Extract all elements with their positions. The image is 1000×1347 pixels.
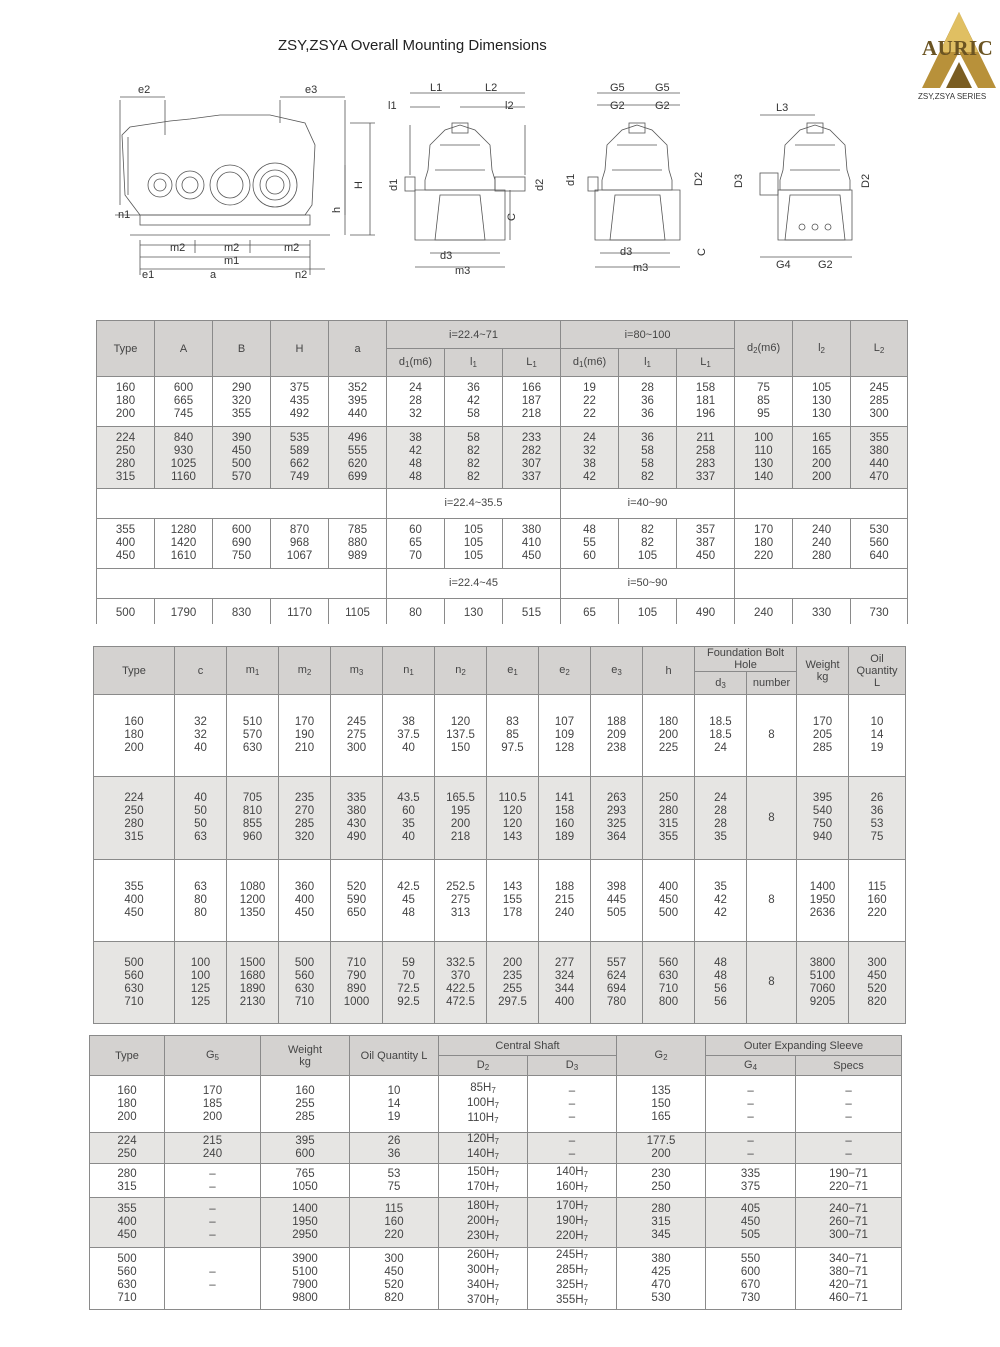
cell-m3: 245 275 300 [331,695,383,777]
cell-l1: 82 82 105 [619,519,677,569]
col-e3: $e_3$ [591,647,643,695]
table-row [94,942,906,1024]
cell-g2: 380 425 470 530 [617,1248,706,1310]
cell-type: 355 400 450 [97,519,155,569]
logo-text: AURIC [922,36,994,60]
col-l1-b: $l_1$ [619,349,677,377]
cell-d2: 75 85 95 [735,377,793,427]
cell-oil: 26 36 53 75 [849,777,906,860]
cell-type: 500 560 630 710 [90,1248,165,1310]
cell-L1: 211 258 283 337 [677,427,735,489]
label-m2a: m2 [170,242,186,254]
col-e2: $e_2$ [539,647,591,695]
cell-A: 1280 1420 1610 [155,519,213,569]
cell-type: 160 180 200 [90,1076,165,1133]
cell-d3: 24 28 28 35 [695,777,747,860]
cell-type: 224 250 280 315 [94,777,175,860]
cell-g5: – – – [165,1198,261,1248]
table1-ratio-row [97,489,908,519]
cell-d1: 19 22 22 [561,377,619,427]
col-g2: $G_2$ [617,1036,706,1076]
cell-A: 1790 [155,599,213,625]
page-title: ZSY,ZSYA Overall Mounting Dimensions [278,37,547,54]
cell-B: 290 320 355 [213,377,271,427]
cell-m3: 335 380 430 490 [331,777,383,860]
cell-e1: 83 85 97.5 [487,695,539,777]
cell-g5: – – [165,1164,261,1198]
cell-n1: 59 70 72.5 92.5 [383,942,435,1024]
cell-d2: 100 110 130 140 [735,427,793,489]
group-ratio-2: i=80~100 [561,321,735,349]
col-l2: $l_2$ [793,321,851,377]
label-m1: m1 [224,255,240,267]
cell-g4: – – [706,1133,796,1164]
label-G2b: G2 [655,100,670,112]
cell-H: 535 589 662 749 [271,427,329,489]
label-D2b: D2 [860,173,872,188]
cell-D2: $150H_7$ $170H_7$ [439,1164,528,1198]
col-g4: $G_4$ [706,1056,796,1076]
cell-d2: 170 180 220 [735,519,793,569]
cell-l1: 28 36 36 [619,377,677,427]
label-l1: l1 [388,100,397,112]
table-row [94,777,906,860]
cell-g5: – – [165,1248,261,1310]
cell-type: 224 250 280 315 [97,427,155,489]
cell-n2: 252.5 275 313 [435,860,487,942]
table-shaft-dimensions [89,1035,902,1310]
table-row [97,427,908,489]
cell-n1: 38 37.5 40 [383,695,435,777]
cell-L1: 357 387 450 [677,519,735,569]
cell-e3: 188 209 238 [591,695,643,777]
cell-c: 40 50 50 63 [175,777,227,860]
cell-m1: 705 810 855 960 [227,777,279,860]
col-m2: $m_2$ [279,647,331,695]
cell-a: 496 555 620 699 [329,427,387,489]
cell-B: 390 450 500 570 [213,427,271,489]
col-oil-quantity: Oil Quantity L [849,647,906,695]
cell-l1: 130 [445,599,503,625]
col-c: c [175,647,227,695]
cell-D3: – – [528,1133,617,1164]
cell-d1: 38 42 48 48 [387,427,445,489]
cell-e2: 107 109 128 [539,695,591,777]
table1-body [97,377,908,489]
label-m3: m3 [455,265,471,277]
cell-number: 8 [747,695,797,777]
col-D2: $D_2$ [439,1056,528,1076]
cell-a: 785 880 989 [329,519,387,569]
cell-h: 400 450 500 [643,860,695,942]
sep-left: i=22.4~45 [387,569,561,599]
table3-body [90,1076,902,1310]
col-d1-b: $d_1(m6)$ [561,349,619,377]
cell-L1: 515 [503,599,561,625]
cell-e3: 398 445 505 [591,860,643,942]
cell-h: 250 280 315 355 [643,777,695,860]
cell-weight: 3900 5100 7900 9800 [261,1248,350,1310]
col-n2: $n_2$ [435,647,487,695]
label-e2: e2 [138,84,151,96]
cell-a: 352 395 440 [329,377,387,427]
label-l2: l2 [505,100,514,112]
cell-m3: 710 790 890 1000 [331,942,383,1024]
col-type: Type [97,321,155,377]
col-foundation-bolt-hole: Foundation Bolt Hole [695,647,797,672]
cell-L2: 530 560 640 [851,519,908,569]
sep-empty [735,569,908,599]
cell-n2: 120 137.5 150 [435,695,487,777]
cell-e1: 110.5 120 120 143 [487,777,539,860]
col-g5: $G_5$ [165,1036,261,1076]
label-m2b: m2 [224,242,240,254]
cell-type: 500 [97,599,155,625]
cell-oil: 26 36 [350,1133,439,1164]
cell-g2: 135 150 165 [617,1076,706,1133]
cell-m1: 1080 1200 1350 [227,860,279,942]
col-A: A [155,321,213,377]
cell-l2: 165 165 200 200 [793,427,851,489]
cell-L1: 158 181 196 [677,377,735,427]
table1-body [97,599,908,625]
col-L1-a: $L_1$ [503,349,561,377]
cell-g4: 550 600 670 730 [706,1248,796,1310]
col-central-shaft: Central Shaft [439,1036,617,1056]
label-L2: L2 [485,82,498,94]
cell-oil: 115 160 220 [350,1198,439,1248]
front-view-drawing [388,82,546,277]
col-D3: $D_3$ [528,1056,617,1076]
label-L3: L3 [776,102,789,114]
label-Cb: C [696,248,708,256]
group-ratio-1: i=22.4~71 [387,321,561,349]
cell-m1: 1500 1680 1890 2130 [227,942,279,1024]
cell-specs: 240−71 260−71 300−71 [796,1198,902,1248]
cell-d2: 240 [735,599,793,625]
cell-H: 1170 [271,599,329,625]
cell-specs: 340−71 380−71 420−71 460−71 [796,1248,902,1310]
cell-D3: $140H_7$ $160H_7$ [528,1164,617,1198]
cell-d1: 60 65 70 [387,519,445,569]
cell-l1: 36 58 58 82 [619,427,677,489]
cell-type: 224 250 [90,1133,165,1164]
col-d2: $d_2(m6)$ [735,321,793,377]
cell-B: 830 [213,599,271,625]
cell-n1: 43.5 60 35 40 [383,777,435,860]
cell-n1: 42.5 45 48 [383,860,435,942]
col-a: a [329,321,387,377]
sep-right: i=50~90 [561,569,735,599]
table2-body [94,695,906,1024]
cell-B: 600 690 750 [213,519,271,569]
cell-g4: – – – [706,1076,796,1133]
table1-clip [90,318,910,624]
label-C: C [506,213,518,221]
table-row [97,377,908,427]
label-D3: D3 [733,173,745,188]
cell-D2: $260H_7$ $300H_7$ $340H_7$ $370H_7$ [439,1248,528,1310]
cell-d3: 18.5 18.5 24 [695,695,747,777]
cell-D2: $85H_7$ $100H_7$ $110H_7$ [439,1076,528,1133]
front-view-zsya-drawing [565,82,708,274]
cell-oil: 115 160 220 [849,860,906,942]
cell-oil: 53 75 [350,1164,439,1198]
cell-specs: – – [796,1133,902,1164]
label-d1: d1 [388,178,400,191]
cell-weight: 1400 1950 2950 [261,1198,350,1248]
cell-l1: 36 42 58 [445,377,503,427]
label-a: a [210,269,217,280]
cell-number: 8 [747,860,797,942]
cell-D3: – – – [528,1076,617,1133]
sep-right: i=40~90 [561,489,735,519]
col-weight: Weight kg [261,1036,350,1076]
table-row [94,695,906,777]
cell-L2: 730 [851,599,908,625]
front-view-sleeve-drawing [733,102,872,271]
label-H: H [353,181,365,189]
cell-l1: 58 82 82 82 [445,427,503,489]
cell-type: 160 180 200 [97,377,155,427]
label-d3: d3 [440,250,453,262]
cell-g2: 230 250 [617,1164,706,1198]
cell-A: 840 930 1025 1160 [155,427,213,489]
cell-H: 870 968 1067 [271,519,329,569]
col-l1-a: $l_1$ [445,349,503,377]
logo-series: ZSY,ZSYA SERIES [918,92,987,101]
table-row [90,1133,902,1164]
cell-l2: 105 130 130 [793,377,851,427]
cell-weight: 1400 1950 2636 [797,860,849,942]
cell-weight: 765 1050 [261,1164,350,1198]
label-d2: d2 [534,178,546,191]
table1-ratio-row [97,569,908,599]
cell-specs: 190−71 220−71 [796,1164,902,1198]
sep-empty [97,489,387,519]
cell-l1: 105 105 105 [445,519,503,569]
col-number: number [747,672,797,695]
col-type: Type [90,1036,165,1076]
cell-d3: 35 42 42 [695,860,747,942]
cell-m2: 500 560 630 710 [279,942,331,1024]
cell-d1: 24 32 38 42 [561,427,619,489]
cell-g4: 405 450 505 [706,1198,796,1248]
col-d3: $d_3$ [695,672,747,695]
table-row [90,1164,902,1198]
sep-empty [97,569,387,599]
cell-g5: 215 240 [165,1133,261,1164]
cell-weight: 170 205 285 [797,695,849,777]
cell-L1: 490 [677,599,735,625]
cell-A: 600 665 745 [155,377,213,427]
table-mounting-dimensions [93,646,906,1024]
cell-m2: 170 190 210 [279,695,331,777]
cell-weight: 3800 5100 7060 9205 [797,942,849,1024]
cell-L1: 233 282 307 337 [503,427,561,489]
cell-oil: 300 450 520 820 [849,942,906,1024]
label-G5b: G5 [655,82,670,94]
col-n1: $n_1$ [383,647,435,695]
cell-type: 500 560 630 710 [94,942,175,1024]
cell-n2: 165.5 195 200 218 [435,777,487,860]
cell-specs: – – – [796,1076,902,1133]
col-e1: $e_1$ [487,647,539,695]
label-G2a: G2 [610,100,625,112]
cell-l2: 330 [793,599,851,625]
cell-m3: 520 590 650 [331,860,383,942]
label-d3b: d3 [620,246,633,258]
cell-number: 8 [747,777,797,860]
cell-e1: 200 235 255 297.5 [487,942,539,1024]
cell-L1: 380 410 450 [503,519,561,569]
mounting-drawings [100,75,900,280]
table-overall-dimensions [96,320,908,624]
cell-type: 355 400 450 [94,860,175,942]
label-e1: e1 [142,269,155,280]
col-L1-b: $L_1$ [677,349,735,377]
col-weight: Weight kg [797,647,849,695]
cell-m2: 360 400 450 [279,860,331,942]
cell-m1: 510 570 630 [227,695,279,777]
cell-D2: $120H_7$ $140H_7$ [439,1133,528,1164]
cell-type: 280 315 [90,1164,165,1198]
cell-e2: 141 158 160 189 [539,777,591,860]
cell-oil: 300 450 520 820 [350,1248,439,1310]
cell-c: 100 100 125 125 [175,942,227,1024]
col-d1-a: $d_1(m6)$ [387,349,445,377]
table-row [90,1076,902,1133]
col-m1: $m_1$ [227,647,279,695]
cell-e3: 557 624 694 780 [591,942,643,1024]
cell-l2: 240 240 280 [793,519,851,569]
label-m3b: m3 [633,262,649,274]
cell-type: 355 400 450 [90,1198,165,1248]
cell-D3: $170H_7$ $190H_7$ $220H_7$ [528,1198,617,1248]
cell-d1: 24 28 32 [387,377,445,427]
label-D2: D2 [693,171,705,186]
cell-L1: 166 187 218 [503,377,561,427]
cell-a: 1105 [329,599,387,625]
cell-weight: 395 600 [261,1133,350,1164]
label-G2c: G2 [818,259,833,271]
cell-c: 32 32 40 [175,695,227,777]
table-row [97,599,908,625]
cell-h: 560 630 710 800 [643,942,695,1024]
cell-n2: 332.5 370 422.5 472.5 [435,942,487,1024]
table-row [94,860,906,942]
col-B: B [213,321,271,377]
cell-d3: 48 48 56 56 [695,942,747,1024]
cell-weight: 395 540 750 940 [797,777,849,860]
cell-D2: $180H_7$ $200H_7$ $230H_7$ [439,1198,528,1248]
label-n1: n1 [118,209,131,221]
col-L2: $L_2$ [851,321,908,377]
table-row [90,1198,902,1248]
cell-oil: 10 14 19 [350,1076,439,1133]
col-outer-expanding-sleeve: Outer Expanding Sleeve [706,1036,902,1056]
cell-L2: 245 285 300 [851,377,908,427]
cell-g2: 280 315 345 [617,1198,706,1248]
cell-d1: 80 [387,599,445,625]
cell-g5: 170 185 200 [165,1076,261,1133]
cell-d1: 48 55 60 [561,519,619,569]
col-H: H [271,321,329,377]
cell-g2: 177.5 200 [617,1133,706,1164]
label-e3: e3 [305,84,318,96]
cell-d1: 65 [561,599,619,625]
table-row [97,519,908,569]
cell-number: 8 [747,942,797,1024]
table-row [90,1248,902,1310]
cell-e1: 143 155 178 [487,860,539,942]
cell-h: 180 200 225 [643,695,695,777]
table1-body [97,519,908,569]
col-type: Type [94,647,175,695]
cell-L2: 355 380 440 470 [851,427,908,489]
col-specs: Specs [796,1056,902,1076]
col-h: h [643,647,695,695]
cell-g4: 335 375 [706,1164,796,1198]
label-n2: n2 [295,269,308,280]
cell-oil: 10 14 19 [849,695,906,777]
side-view-drawing [115,84,375,280]
label-h: h [331,206,343,213]
cell-e2: 277 324 344 400 [539,942,591,1024]
label-G5a: G5 [610,82,625,94]
col-m3: $m_3$ [331,647,383,695]
label-G4: G4 [776,259,791,271]
sep-left: i=22.4~35.5 [387,489,561,519]
cell-e2: 188 215 240 [539,860,591,942]
cell-m2: 235 270 285 320 [279,777,331,860]
col-oil-quantity: Oil Quantity L [350,1036,439,1076]
cell-c: 63 80 80 [175,860,227,942]
cell-D3: $245H_7$ $285H_7$ $325H_7$ $355H_7$ [528,1248,617,1310]
cell-H: 375 435 492 [271,377,329,427]
label-m2c: m2 [284,242,300,254]
label-L1: L1 [430,82,443,94]
cell-l1: 105 [619,599,677,625]
sep-empty [735,489,908,519]
cell-weight: 160 255 285 [261,1076,350,1133]
cell-type: 160 180 200 [94,695,175,777]
label-d1b: d1 [565,173,577,186]
cell-e3: 263 293 325 364 [591,777,643,860]
